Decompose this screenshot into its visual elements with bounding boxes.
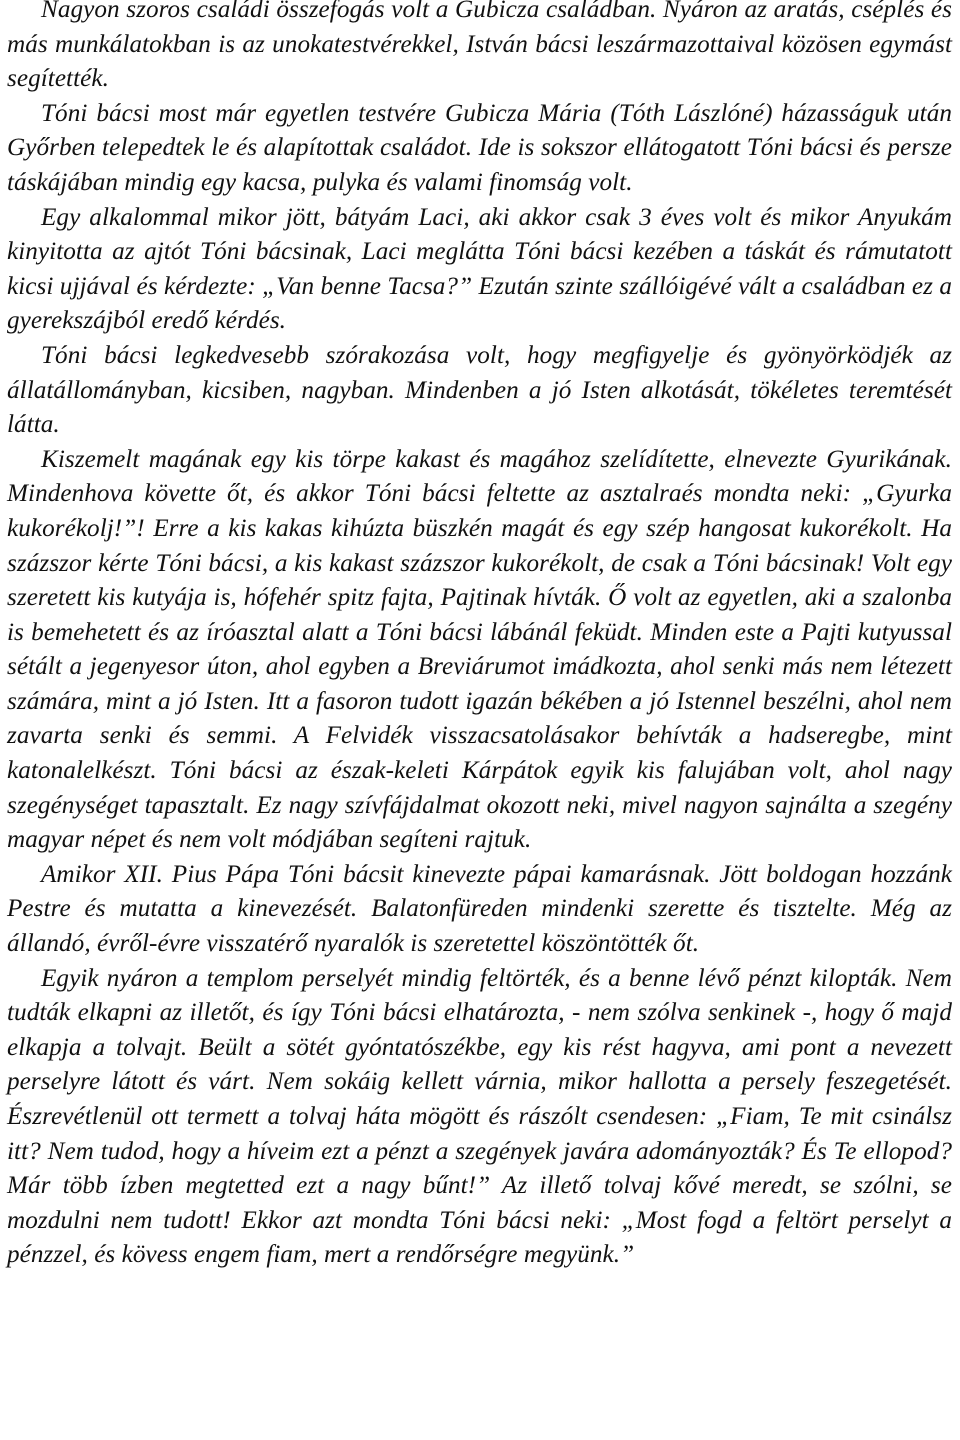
paragraph-animals: Tóni bácsi legkedvesebb szórakozása volt, hogy megfigyelje és gyönyörködjék az állatállományban, kicsiben, nagyban. Mindenben a jó Isten alkotását, tökéletes teremtését látta. — [7, 341, 952, 439]
paragraph-laci-question: Egy alkalommal mikor jött, bátyám Laci, aki akkor csak 3 éves volt és mikor Anyukám kinyitotta az ajtót Tóni bácsinak, Laci meglátta Tóni bácsi kezében a táskát és rámutatott kicsi ujjával és kérdezte: „Van benne Tacsa?” Ezután szinte szállóigévé vált a családban ez a gyerekszájból eredő kérdés. — [7, 203, 952, 335]
paragraph-church-thief: Egyik nyáron a templom perselyét mindig feltörték, és a benne lévő pénzt kilopták. Nem tudták elkapni az illetőt, és így Tóni bácsi elhatározta, - nem szólva senkinek -, hogy ő majd elkapja a tolvajt. Beült a sötét gyóntatószékbe, egy kis rést hagyva, ami pont a nevezett perselyre látott és várt. Nem sokáig kellett várnia, mikor hallotta a persely feszegetését. Észrevétlenül ott termett a tolvaj háta mögött és rászólt csendesen: „Fiam, Te mit csinálsz itt? Nem tudod, hogy a híveim ezt a pénzt a szegények javára adományozták? És Te ellopod? Már több ízben megtetted ezt a nagy bűnt!” Az illető tolvaj kővé meredt, se szólni, se mozdulni nem tudott! Ekkor azt mondta Tóni bácsi neki: „Most fogd a feltört perselyt a pénzzel, és kövess engem fiam, mert a rendőrségre megyünk.” — [7, 964, 952, 1269]
paragraph-papal-chamberlain: Amikor XII. Pius Pápa Tóni bácsit kinevezte pápai kamarásnak. Jött boldogan hozzánk Pestre és mutatta a kinevezését. Balatonfüreden mindenki szerette és tisztelte. Még az állandó, évről-évre visszatérő nyaralók is szeretettel köszöntötték őt. — [7, 860, 952, 958]
paragraph-gyurika-pajti: Kiszemelt magának egy kis törpe kakast és magához szelídítette, elnevezte Gyurikának. Mindenhova követte őt, és akkor Tóni bácsi feltette az asztalraés mondta neki: „Gyurka kukorékolj!”! Erre a kis kakas kihúzta büszkén magát és egy szép hangosat kukorékolt. Ha százszor kérte Tóni bácsi, a kis kakast százszor kukorékolt, de csak a Tóni bácsinak! Volt egy szeretett kis kutyája is, hófehér spitz fajta, Pajtinak hívták. Ő volt az egyetlen, aki a szalonba is bemehetett és az íróasztal alatt a Tóni bácsi lábánál feküdt. Minden este a Pajti kutyussal sétált a jegenyesor úton, ahol egyben a Breviárumot imádkozta, ahol senki más nem létezett számára, mint a jó Isten. Itt a fasoron tudott igazán békében a jó Istennel beszélni, ahol nem zavarta senki és semmi. A Felvidék visszacsatolásakor behívták a hadseregbe, mint katonalelkészt. Tóni bácsi az észak-keleti Kárpátok egyik kis falujában volt, ahol nagy szegénységet tapasztalt. Ez nagy szívfájdalmat okozott neki, mivel nagyon sajnálta a szegény magyar népet és nem volt módjában segíteni rajtuk. — [7, 445, 952, 854]
paragraph-family-unity: Nagyon szoros családi összefogás volt a Gubicza családban. Nyáron az aratás, cséplés és más munkálatokban is az unokatestvérekkel, István bácsi leszármazottaival közösen egymást segítették. — [7, 0, 952, 93]
paragraph-sister-maria: Tóni bácsi most már egyetlen testvére Gubicza Mária (Tóth Lászlóné) házasságuk után Győrben telepedtek le és alapítottak családot. Ide is sokszor ellátogatott Tóni bácsi és persze táskájában mindig egy kacsa, pulyka és valami finomság volt. — [7, 99, 952, 196]
